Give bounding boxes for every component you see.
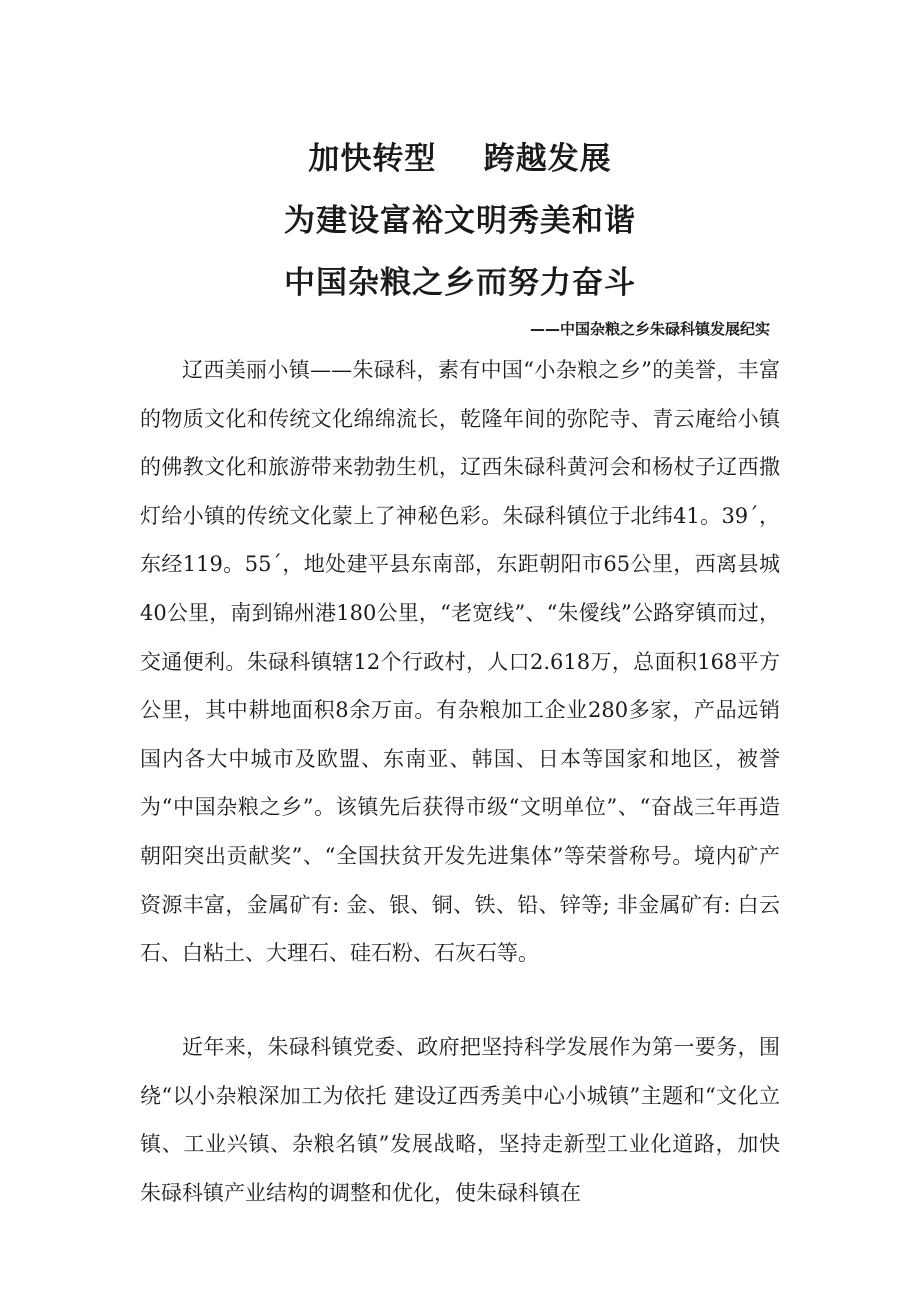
title-line-1: 加快转型 跨越发展 xyxy=(308,141,612,177)
title-block xyxy=(0,128,920,314)
paragraph-1: 辽西美丽小镇——朱碌科，素有中国“小杂粮之乡”的美誉，丰富的物质文化和传统文化绵绵流长，乾隆年间的弥陀寺、青云庵给小镇的佛教文化和旅游带来勃勃生机，辽西朱碌科黄河会和杨杖子辽西撒灯给小镇的传统文化蒙上了神秘色彩。朱碌科镇位于北纬41。39´，东经119。55´，地处建平县东南部，东距朝阳市65公里，西离县城40公里，南到锦州港180公里，“老宽线”、“朱僾线”公路穿镇而过，交通便利。朱碌科镇辖12个行政村，人口2.618万，总面积168平方公里，其中耕地面积8余万亩。有杂粮加工企业280多家，产品远销国内各大中城市及欧盟、东南亚、韩国、日本等国家和地区，被誉为“中国杂粮之乡”。该镇先后获得市级“文明单位”、“奋战三年再造朝阳突出贡献奖”、“全国扶贫开发先进集体”等荣誉称号。境内矿产资源丰富，金属矿有: 金、银、铜、铁、铅、锌等; 非金属矿有: 白云石、白粘土、大理石、硅石粉、石灰石等。 xyxy=(140,358,780,966)
paragraph-2: 近年来，朱碌科镇党委、政府把坚持科学发展作为第一要务，围绕“以小杂粮深加工为依托 建设辽西秀美中心小城镇”主题和“文化立镇、工业兴镇、杂粮名镇”发展战略，坚持走新型工业化道路，加快朱碌科镇产业结构的调整和优化，使朱碌科镇在 xyxy=(140,1035,780,1205)
subtitle: ——中国杂粮之乡朱碌科镇发展纪实 xyxy=(529,320,770,338)
title-line-3: 中国杂粮之乡而努力奋斗 xyxy=(284,265,636,301)
title-line-2: 为建设富裕文明秀美和谐 xyxy=(284,203,636,239)
